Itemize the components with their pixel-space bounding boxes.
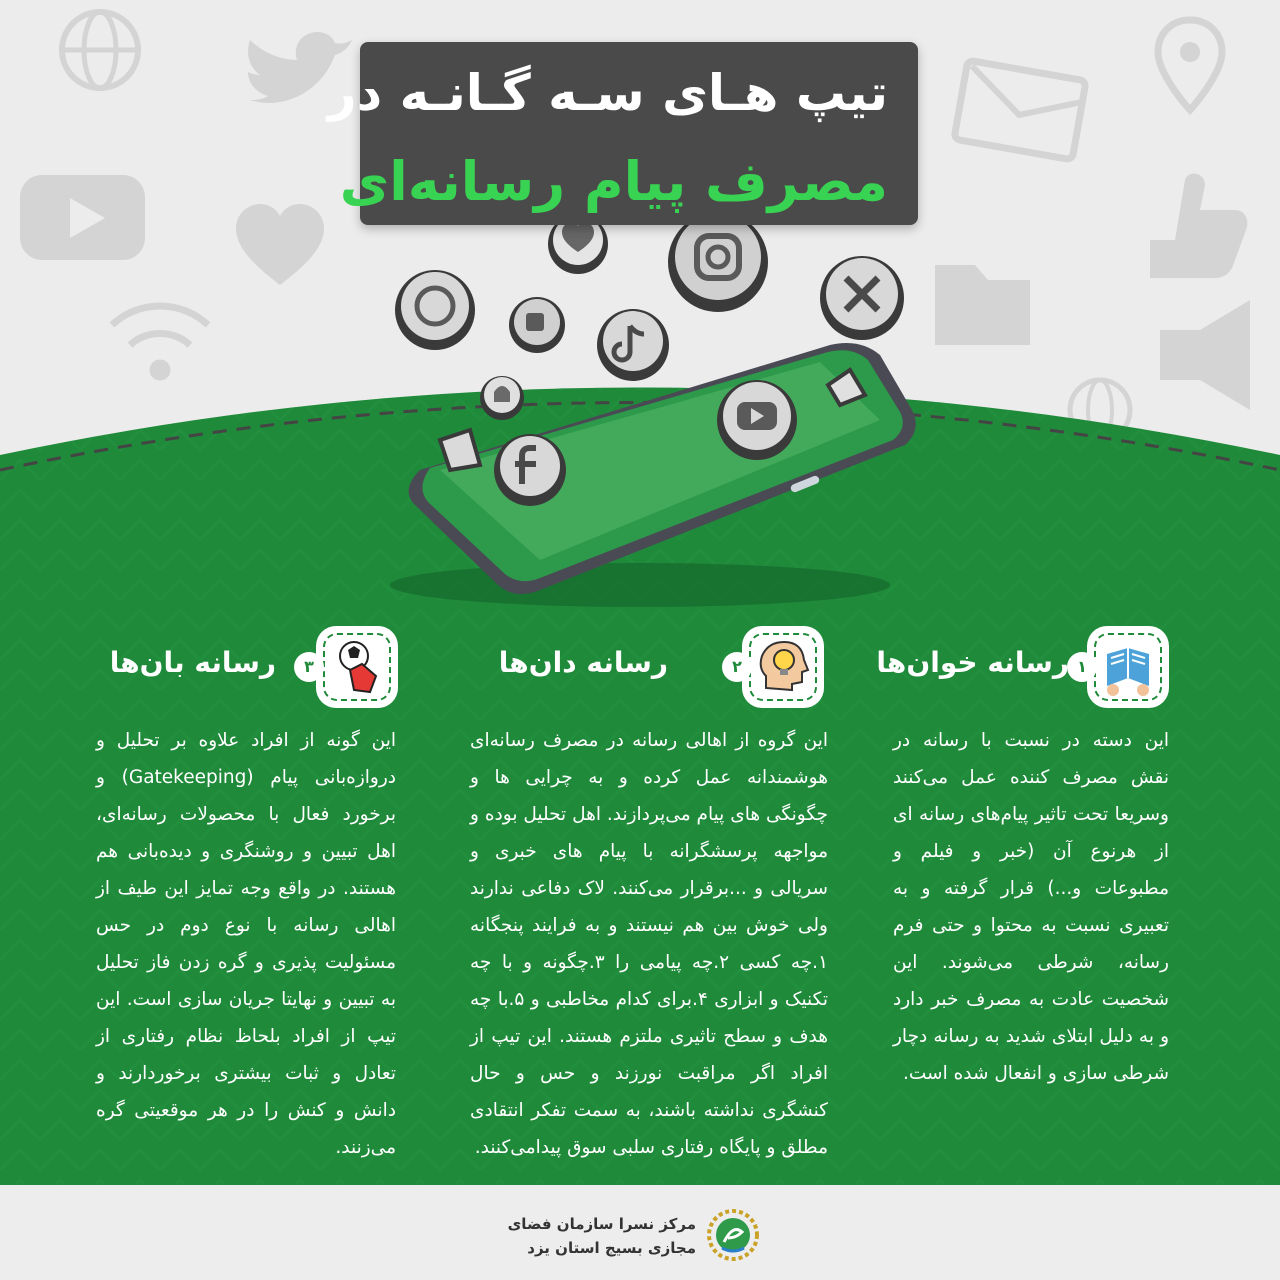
bell-icon bbox=[480, 376, 524, 420]
title-line-1: تیپ هـای سـه گـانـه در bbox=[327, 64, 888, 122]
whatsapp-icon bbox=[395, 270, 475, 350]
heart-icon bbox=[236, 204, 324, 285]
x-icon bbox=[820, 256, 904, 340]
goalkeeper-glove-icon bbox=[318, 628, 396, 706]
card-2-title: رسانه دان‌ها bbox=[498, 646, 668, 679]
facebook-icon bbox=[494, 434, 566, 506]
youtube-icon bbox=[20, 175, 145, 260]
footer-line-1: مرکز نسرا سازمان فضای bbox=[507, 1215, 696, 1233]
card-3-number: ۳ bbox=[294, 652, 324, 682]
card-3-title: رسانه بان‌ها bbox=[109, 646, 276, 679]
card-2-header bbox=[500, 628, 830, 708]
youtube-icon-3d bbox=[717, 380, 797, 460]
head-lightbulb-icon bbox=[744, 628, 822, 706]
video-icon bbox=[509, 297, 565, 353]
nasra-logo-icon bbox=[706, 1208, 760, 1262]
card-2-body: این گروه از اهالی رسانه در مصرف رسانه‌ای هوشمندانه عمل کرده و به چرایی ها و چگونگی های پیام می‌پردازند. اهل تحلیل بوده و مواجهه پرسشگرانه با پیام های خبری و سریالی و ...برقرار می‌کنند. لاک دفاعی ندارند ولی خوش بین هم نیستند و به فرایند پنجگانه ۱.چه کسی ۲.چه پیامی را ۳.چگونه و با چه تکنیک و ابزاری ۴.برای کدام مخاطبی و ۵.با چه هدف و سطح تاثیری ملتزم هستند. این تیپ از افراد اگر مراقبت نورزند و حس و حال کنشگری نداشته باشند، به سمت تفکر انتقادی مطلق و پایگاه رفتاری سلبی سوق پیدامی‌کنند. bbox=[470, 730, 829, 1158]
card-1-body: این دسته در نسبت با رسانه در نقش مصرف کننده عمل می‌کنند وسریعا تحت تاثیر پیام‌های رسانه ای از هرنوع آن (خبر و فیلم و مطبوعات و...) قرار گرفته و به تعبیری نسبت به محتوا و حتی فرم رسانه، شرطی می‌شوند. این شخصیت عادت به مصرف خبر دارد و به دلیل ابتلای شدید به رسانه دچار شرطی سازی و انفعال شده است. bbox=[893, 730, 1169, 1084]
card-3-body: این گونه از افراد علاوه بر تحلیل و دروازه‌بانی پیام (Gatekeeping) و برخورد فعال با محصولات رسانه‌ای، اهل تبیین و روشنگری و دیده‌بانی هم هستند. در واقع وجه تمایز این طیف از اهالی رسانه با نوع دوم در حس مسئولیت پذیری و گره زدن فاز تحلیل به تبیین و نهایتا جریان سازی است. این تیپ از افراد بلحاظ نظام رفتاری از تعادل و ثبات بیشتری برخوردارند و دانش و کنش را در هر موقعیتی گره می‌زنند. bbox=[96, 730, 396, 1158]
title-line-2: مصرف پیام رسانه‌ای bbox=[339, 150, 888, 213]
book-reader-icon bbox=[1089, 628, 1167, 706]
card-1-header bbox=[876, 628, 1175, 708]
footer-line-2: مجازی بسیج استان یزد bbox=[527, 1239, 696, 1257]
instagram-icon bbox=[668, 212, 768, 312]
card-1-title: رسانه خوان‌ها bbox=[876, 646, 1069, 679]
footer bbox=[500, 1200, 780, 1270]
tiktok-icon bbox=[597, 309, 669, 381]
megaphone-icon bbox=[1160, 300, 1250, 410]
wifi-icon bbox=[112, 306, 208, 377]
card-3-header bbox=[109, 628, 400, 708]
footer-text bbox=[508, 1212, 696, 1260]
title-box bbox=[327, 42, 918, 225]
folder-icon bbox=[935, 265, 1030, 345]
envelope-icon bbox=[954, 60, 1086, 160]
card-1-number: ۱ bbox=[1067, 652, 1097, 682]
globe-icon bbox=[62, 12, 138, 88]
thumbs-up-icon bbox=[1150, 174, 1247, 278]
card-2-number: ۲ bbox=[722, 652, 752, 682]
location-pin-icon bbox=[1158, 20, 1222, 110]
